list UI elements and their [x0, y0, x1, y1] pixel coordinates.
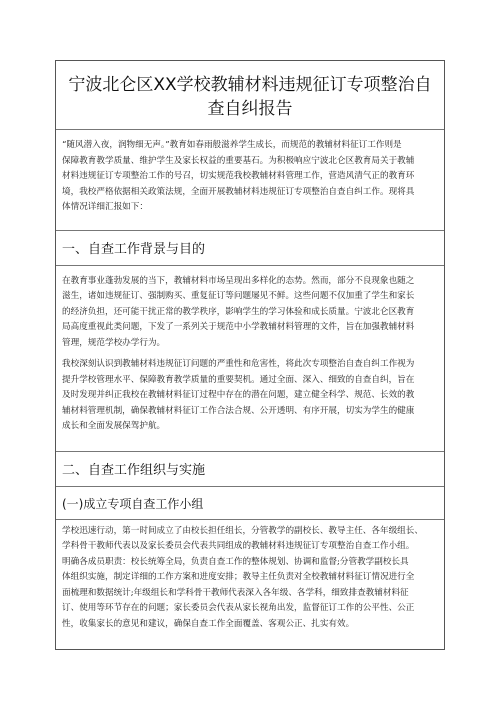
subsection-1-body [56, 520, 444, 633]
paragraph-line: 及时发现并纠正我校在教辅材料征订过程中存在的潜在问题，建立健全科学、规范、长效的教 [62, 390, 415, 400]
paragraph-line: 明确各成员职责：校长统筹全局，负责自查工作的整体规划、协调和监督;分管教学副校长具 [62, 556, 409, 567]
paragraph-line: 成长和全面发展保驾护航。 [62, 421, 166, 431]
title-line-1: 宁波北仑区XX学校教辅材料违规征订专项整治自 [68, 75, 432, 95]
intro-line: 保障教育教学质量、维护学生及家长权益的重要基石。为积极响应宁波北仑区教育局关于教辅 [62, 155, 415, 166]
intro-paragraph [56, 138, 444, 216]
paragraph-line: 辅材料管理机制，确保教辅材料征订工作合法合规、公开透明、有序开展，切实为学生的健康 [62, 405, 415, 416]
paragraph-line: 管理，规范学校办学行为。 [62, 337, 166, 348]
paragraph-line: 在教育事业蓬勃发展的当下，教辅材料市场呈现出多样化的态势。然而，部分不良现象也随之 [62, 275, 415, 286]
paragraph-line: 局高度重视此类问题，下发了一系列关于规范中小学教辅材料管理的文件，旨在加强教辅材料 [62, 322, 415, 332]
paragraph-line: 滋生，诸如违规征订、强制购买、重复征订等问题屡见不鲜。这些问题不仅加重了学生和家长 [62, 291, 415, 301]
document-title [56, 61, 444, 130]
subsection-1-heading: (一)成立专项自查工作小组 [56, 487, 444, 520]
intro-line: “随风潜入夜，润物细无声。”教育如春雨般滋养学生成长，而规范的教辅材料征订工作则是 [62, 140, 402, 150]
section-1-body [56, 266, 444, 452]
paragraph-line: 我校深刻认识到教辅材料违规征订问题的严重性和危害性，将此次专项整治自查自纠工作视为 [62, 359, 415, 369]
intro-line: 境，我校严格依据相关政策法规，全面开展教辅材料违规征订专项整治自查自纠工作。现将具 [62, 186, 415, 197]
paragraph-line: 体组织实施，制定详细的工作方案和进度安排；教导主任负责对全校教辅材料征订情况进行全 [62, 572, 415, 582]
paragraph-line: 提升学校管理水平、保障教育教学质量的重要契机。通过全面、深入、细致的自查自纠，旨在 [62, 374, 415, 385]
section-1-paragraph-1 [56, 274, 444, 352]
intro-line: 体情况详细汇报如下： [62, 202, 148, 212]
title-line-2: 查自纠报告 [207, 99, 293, 119]
paragraph-line: 面梳理和数据统计;年级组长和学科骨干教师代表深入各年级、各学科，细致排查教辅材料征 [62, 587, 409, 598]
intro-section [56, 130, 444, 231]
document-page [55, 60, 445, 650]
paragraph-line: 性，收集家长的意见和建议，确保自查工作全面覆盖、客观公正、扎实有效。 [62, 618, 355, 629]
section-1-paragraph-2 [56, 357, 444, 435]
paragraph-line: 学科骨干教师代表以及家长委员会代表共同组成的教辅材料违规征订专项整治自查工作小组。 [62, 541, 415, 551]
subsection-1-paragraph [56, 524, 444, 633]
section-2-heading: 二、自查工作组织与实施 [56, 452, 444, 487]
paragraph-line: 学校迅速行动，第一时间成立了由校长担任组长，分管教学的副校长、教导主任、各年级组长、 [62, 525, 423, 536]
paragraph-line: 的经济负担，还可能干扰正常的教学秩序，影响学生的学习体验和成长质量。宁波北仑区教育 [62, 306, 415, 317]
paragraph-line: 订、使用等环节存在的问题；家长委员会代表从家长视角出发，监督征订工作的公平性、公正 [62, 603, 415, 613]
intro-line: 材料违规征订专项整治工作的号召，切实规范我校教辅材料管理工作，营造风清气正的教育环 [62, 171, 415, 181]
section-1-heading: 一、自查工作背景与目的 [56, 231, 444, 266]
